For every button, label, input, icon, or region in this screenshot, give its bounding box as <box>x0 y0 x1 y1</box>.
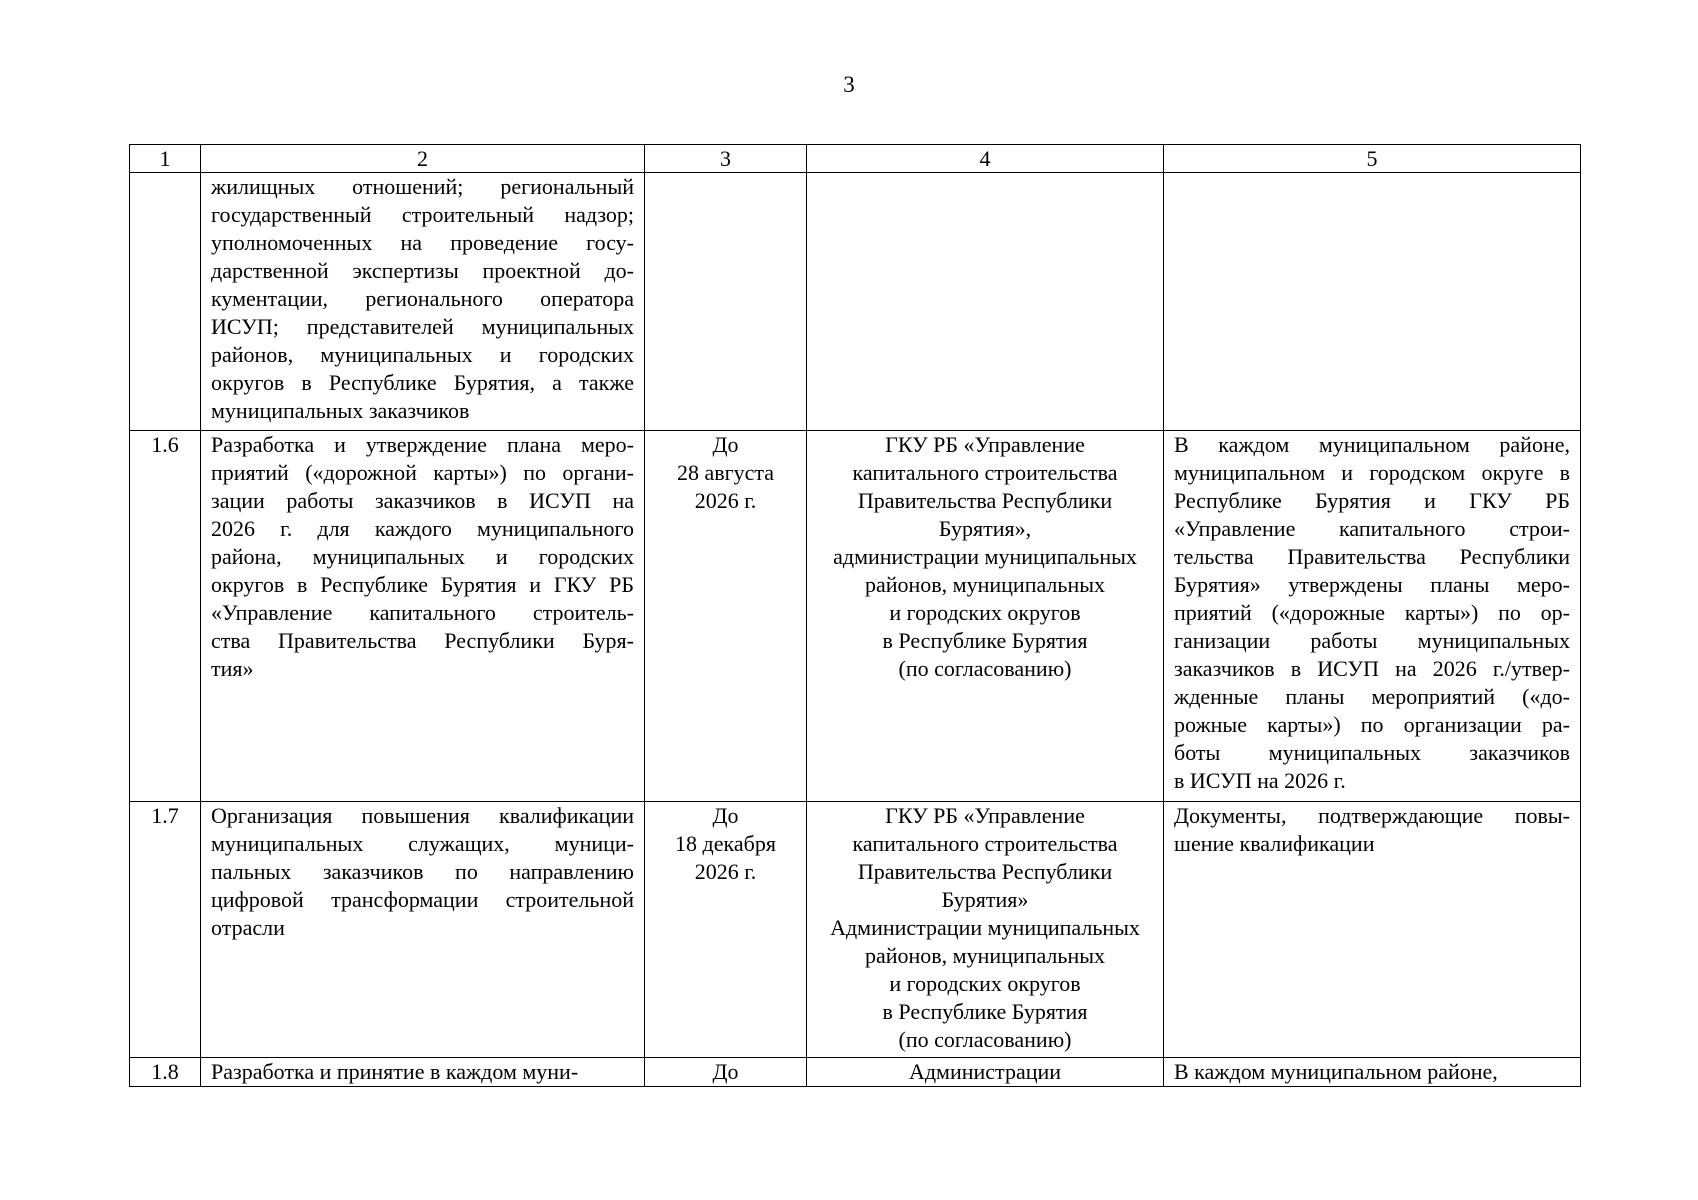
cell-line: Бурятия» утверждены планы меро- <box>1174 572 1570 597</box>
cell-line: Документы, подтверждающие повы- <box>1174 803 1570 828</box>
row-number-cell: 1.8 <box>130 1058 201 1087</box>
cell-line: районов, муниципальных <box>864 943 1105 968</box>
responsible-cell <box>807 802 1164 1058</box>
row-number-cell: 1.7 <box>130 802 201 1058</box>
plan-table <box>129 144 1581 1087</box>
responsible-cell <box>807 173 1164 431</box>
cell-line: В каждом муниципальном районе, <box>1174 1059 1498 1084</box>
cell-line: 18 декабря <box>675 831 776 856</box>
description-cell <box>201 173 645 431</box>
description-cell <box>201 1058 645 1087</box>
cell-line: До <box>712 1059 739 1084</box>
cell-line: Правительства Республики <box>857 859 1113 884</box>
cell-line: (по согласованию) <box>898 656 1072 681</box>
cell-line: «Управление капитального строитель- <box>211 600 634 625</box>
result-cell <box>1164 431 1581 802</box>
cell-line: Правительства Республики <box>857 488 1113 513</box>
cell-line: районов, муниципальных <box>864 572 1105 597</box>
cell-line: До <box>712 803 739 828</box>
result-cell <box>1164 802 1581 1058</box>
cell-line: 28 августа <box>676 460 775 485</box>
cell-line: государственный строительный надзор; <box>211 202 634 227</box>
page-number: 3 <box>843 72 855 97</box>
cell-line: ИСУП; представителей муниципальных <box>211 314 634 339</box>
deadline-cell <box>645 1058 807 1087</box>
table-row <box>130 802 1581 1058</box>
cell-line: в Республике Бурятия <box>882 999 1088 1024</box>
cell-line: отрасли <box>211 915 285 940</box>
cell-line: муниципальных служащих, муници- <box>211 831 634 856</box>
cell-line: жденные планы мероприятий («до- <box>1174 684 1570 709</box>
result-cell <box>1164 1058 1581 1087</box>
cell-line: и городских округов <box>889 600 1081 625</box>
cell-line: приятий («дорожные карты») по ор- <box>1174 600 1570 625</box>
cell-line: и городских округов <box>889 971 1081 996</box>
cell-line: тельства Правительства Республики <box>1174 544 1570 569</box>
cell-line: (по согласованию) <box>898 1027 1072 1052</box>
cell-line: дарственной экспертизы проектной до- <box>211 258 634 283</box>
cell-line: Разработка и утверждение плана меро- <box>211 432 634 457</box>
cell-line: Организация повышения квалификации <box>211 803 634 828</box>
header-cell-5: 5 <box>1164 145 1581 173</box>
cell-line: муниципальном и городском округе в <box>1174 460 1570 485</box>
cell-line: округов в Республике Бурятия, а также <box>211 370 634 395</box>
cell-line: приятий («дорожной карты») по органи- <box>211 460 634 485</box>
cell-line: ГКУ РБ «Управление <box>885 803 1085 828</box>
cell-line: пальных заказчиков по направлению <box>211 859 634 884</box>
cell-line: в Республике Бурятия <box>882 628 1088 653</box>
header-cell-4: 4 <box>807 145 1164 173</box>
deadline-cell <box>645 173 807 431</box>
cell-line: 2026 г. <box>694 488 757 513</box>
cell-line: Разработка и принятие в каждом муни- <box>211 1059 579 1084</box>
cell-line: рожные карты») по организации ра- <box>1174 712 1570 737</box>
cell-line: ства Правительства Республики Буря- <box>211 628 634 653</box>
header-cell-2: 2 <box>201 145 645 173</box>
cell-line: Администрации муниципальных <box>830 915 1140 940</box>
row-number-cell <box>130 173 201 431</box>
responsible-cell <box>807 431 1164 802</box>
cell-line: муниципальных заказчиков <box>211 398 470 423</box>
cell-line: цифровой трансформации строительной <box>211 887 634 912</box>
table-row <box>130 1058 1581 1087</box>
cell-line: В каждом муниципальном районе, <box>1174 432 1570 457</box>
cell-line: 2026 г. <box>694 859 757 884</box>
cell-line: Администрации <box>908 1059 1062 1084</box>
deadline-cell <box>645 431 807 802</box>
cell-line: боты муниципальных заказчиков <box>1174 740 1570 765</box>
cell-line: администрации муниципальных <box>833 544 1137 569</box>
header-cell-1: 1 <box>130 145 201 173</box>
header-cell-3: 3 <box>645 145 807 173</box>
cell-line: округов в Республике Бурятия и ГКУ РБ <box>211 572 634 597</box>
cell-line: кументации, регионального оператора <box>211 286 634 311</box>
deadline-cell <box>645 802 807 1058</box>
cell-line: капитального строительства <box>852 460 1118 485</box>
cell-line: района, муниципальных и городских <box>211 544 634 569</box>
cell-line: зации работы заказчиков в ИСУП на <box>211 488 634 513</box>
cell-line: До <box>712 432 739 457</box>
cell-line: ГКУ РБ «Управление <box>885 432 1085 457</box>
table-row <box>130 173 1581 431</box>
table-header-row <box>130 145 1581 173</box>
description-cell <box>201 431 645 802</box>
cell-line: «Управление капитального строи- <box>1174 516 1570 541</box>
cell-line: 2026 г. для каждого муниципального <box>211 516 634 541</box>
cell-line: уполномоченных на проведение госу- <box>211 230 634 255</box>
responsible-cell <box>807 1058 1164 1087</box>
cell-line: Бурятия», <box>938 516 1032 541</box>
cell-line: в ИСУП на 2026 г. <box>1174 768 1346 793</box>
cell-line: Бурятия» <box>941 887 1029 912</box>
table-row <box>130 431 1581 802</box>
cell-line: заказчиков в ИСУП на 2026 г./утвер- <box>1174 656 1570 681</box>
table-body <box>130 145 1581 1087</box>
result-cell <box>1164 173 1581 431</box>
row-number-cell: 1.6 <box>130 431 201 802</box>
cell-line: тия» <box>211 656 254 681</box>
cell-line: районов, муниципальных и городских <box>211 342 634 367</box>
cell-line: Республике Бурятия и ГКУ РБ <box>1174 488 1570 513</box>
cell-line: жилищных отношений; региональный <box>211 174 634 199</box>
cell-line: ганизации работы муниципальных <box>1174 628 1570 653</box>
description-cell <box>201 802 645 1058</box>
cell-line: капитального строительства <box>852 831 1118 856</box>
cell-line: шение квалификации <box>1174 831 1375 856</box>
